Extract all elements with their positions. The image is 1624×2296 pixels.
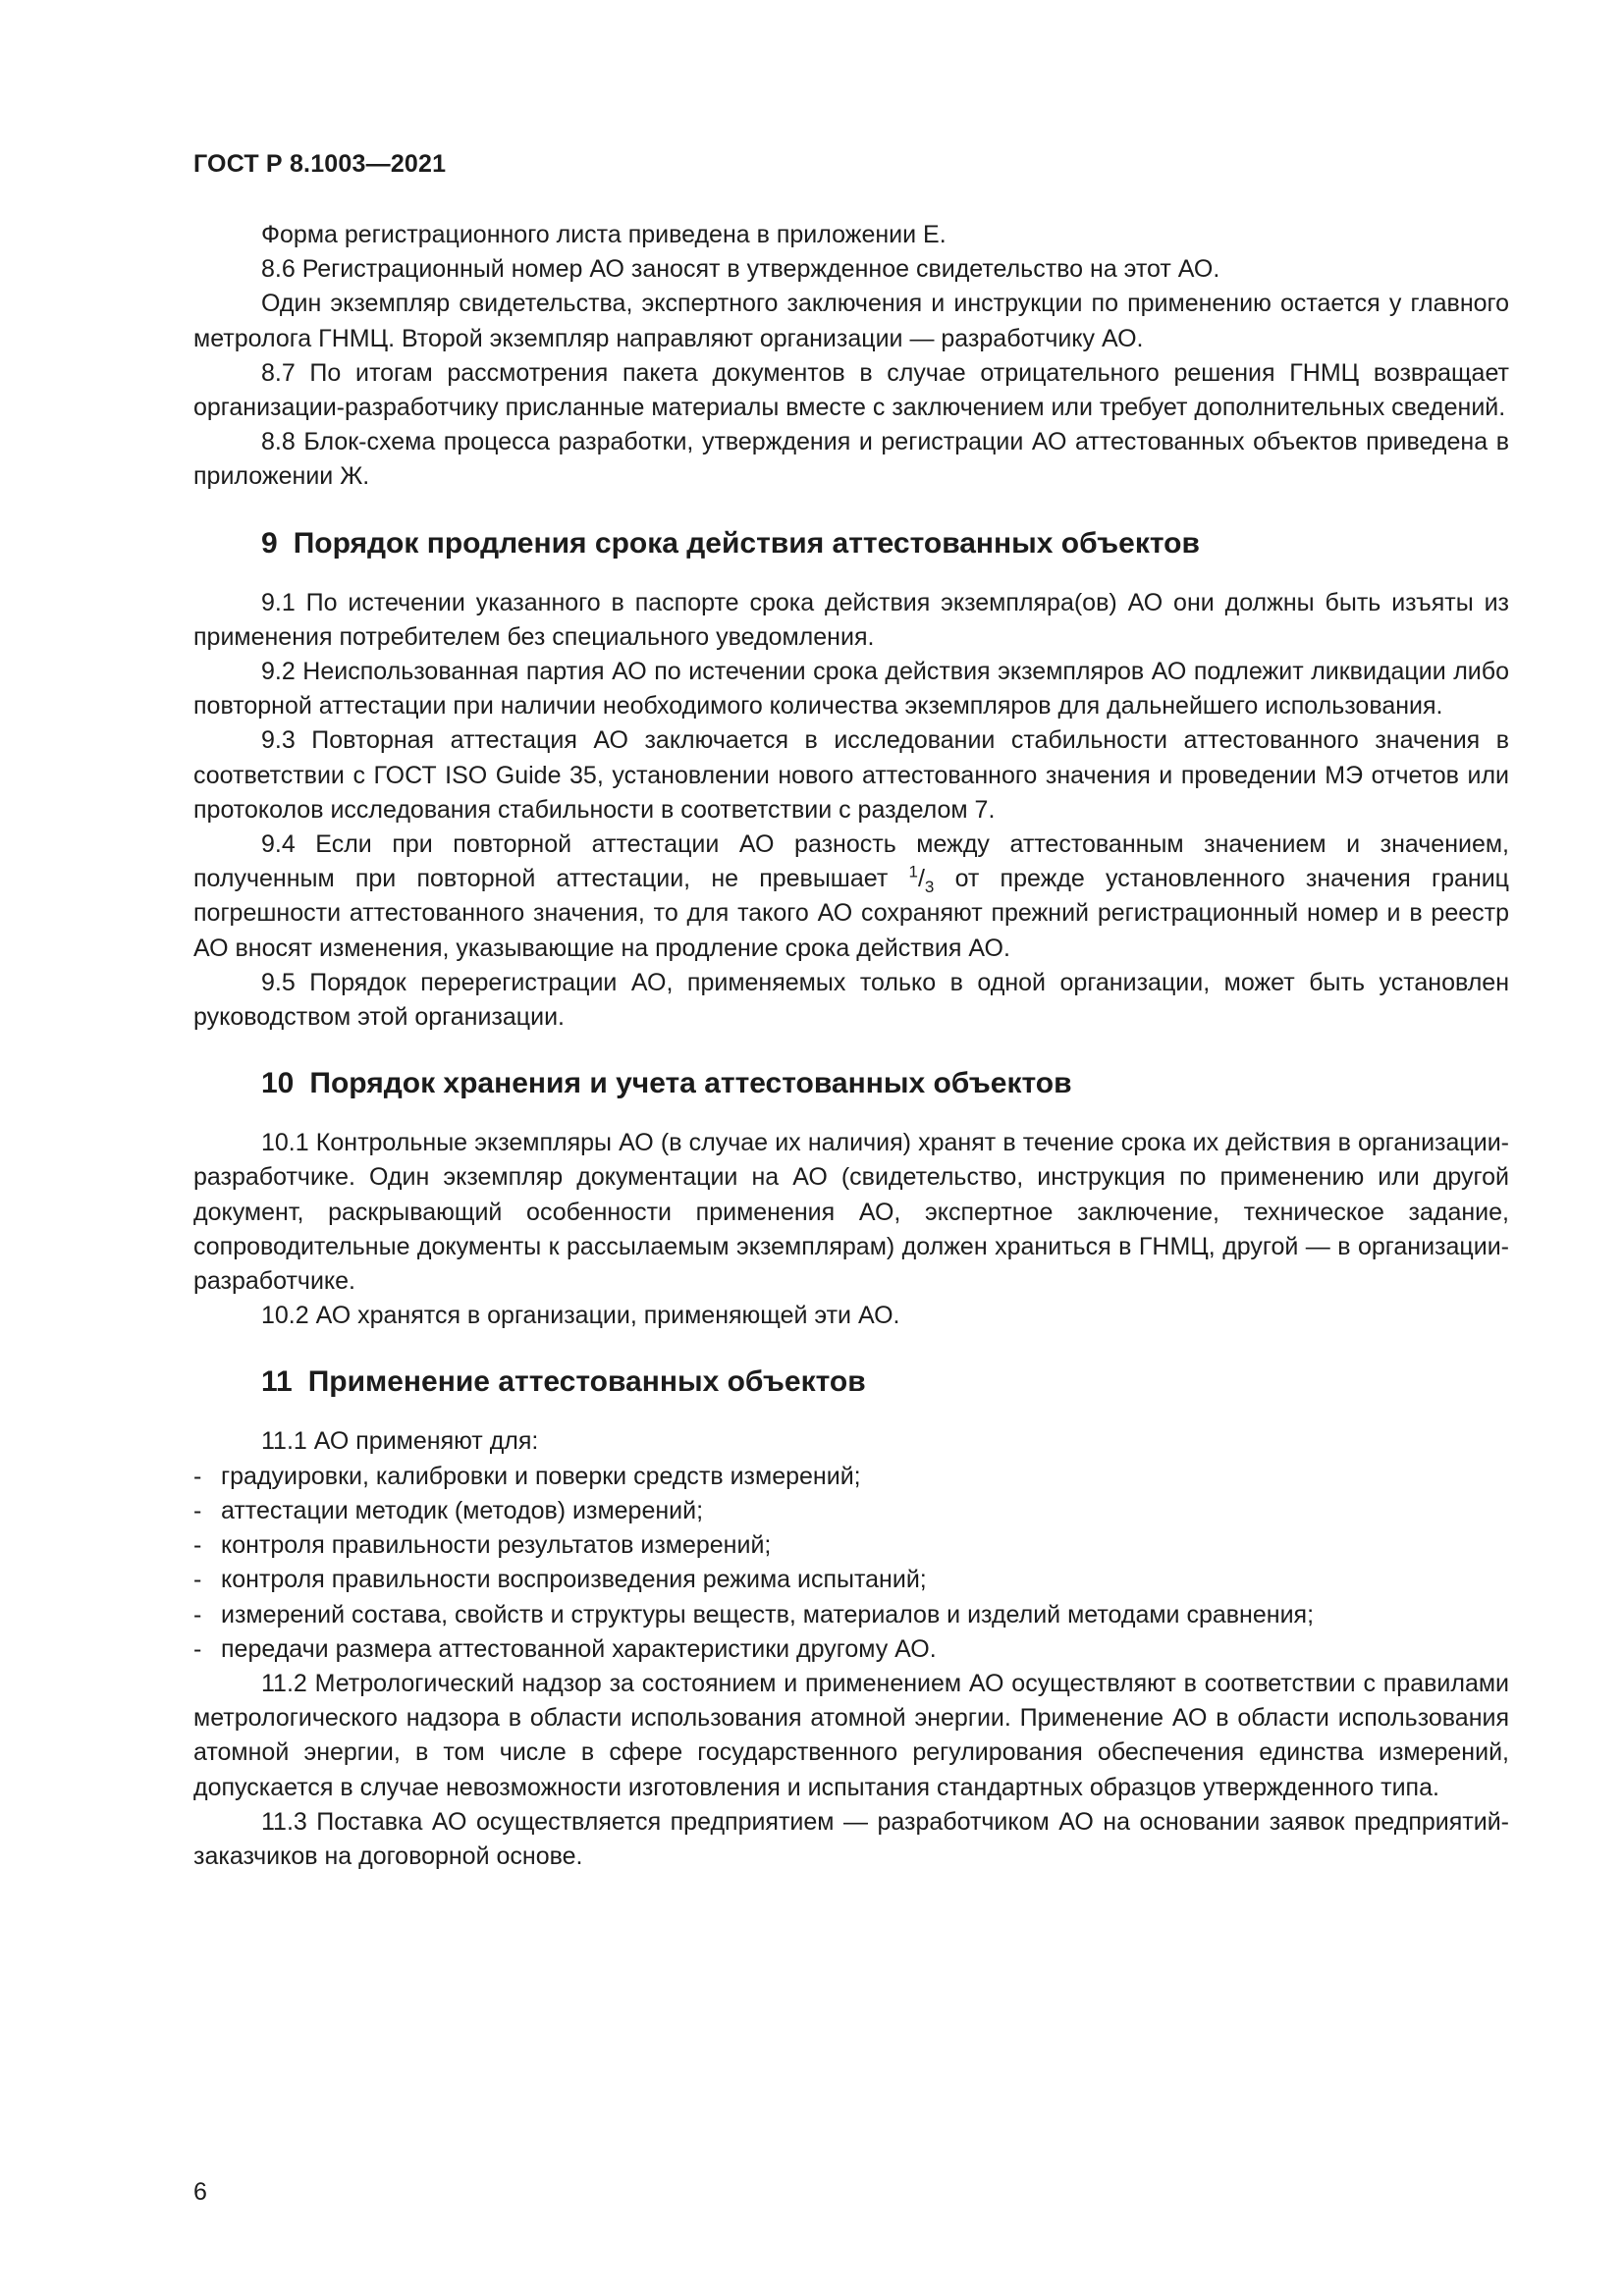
list-item-text: аттестации методик (методов) измерений; (221, 1496, 704, 1524)
paragraph: 9.5 Порядок перерегистрации АО, применяемых только в одной организации, может быть установлен руководством этой организации. (193, 968, 1509, 1032)
list-item (193, 1563, 1509, 1597)
section-11-heading (261, 1362, 1509, 1402)
section-9-heading (261, 524, 1509, 563)
list-item-text: передачи размера аттестованной характеристики другому АО. (221, 1634, 937, 1663)
list-item (193, 1598, 1509, 1632)
fraction-numerator: 1 (908, 862, 918, 881)
list-item (193, 1460, 1509, 1494)
list-item (193, 1632, 1509, 1667)
section-title: Порядок продления срока действия аттестованных объектов (293, 526, 1200, 560)
list-item-text: контроля правильности воспроизведения режима испытаний; (221, 1566, 927, 1594)
section-number: 11 (261, 1365, 293, 1399)
paragraph: 11.2 Метрологический надзор за состоянием и применением АО осуществляют в соответствии с правилами метрологического надзора в области использования атомной энергии. Применение АО в области использования атомной энергии, в том числе в сфере государственного регулирования обеспечения единства измерений, допускается в случае невозможности изготовления и испытания стандартных образцов утвержденного типа. (193, 1669, 1509, 1801)
section-number: 10 (261, 1067, 295, 1100)
section-title: Применение аттестованных объектов (307, 1365, 866, 1399)
list-marker: - (193, 1634, 202, 1663)
list-marker: - (193, 1531, 202, 1560)
paragraph: 9.4 Если при повторной аттестации АО разность между аттестованным значением и значением, полученным при повторной аттестации, не превышает $^1/_3$ от прежде установленного значения границ погрешности аттестованного значения, то для такого АО сохраняют прежний регистрационный номер и в реестр АО вносят изменения, указывающие на продление срока действия АО. (193, 830, 1509, 962)
paragraph-text: от прежде установленного значения границ погрешности аттестованного значения, то для такого АО сохраняют прежний регистрационный номер и в реестр АО вносят изменения, указывающие на продление срока действия АО. (193, 865, 1509, 962)
list-item-text: измерений состава, свойств и структуры веществ, материалов и изделий методами сравнения; (221, 1600, 1315, 1629)
paragraph: 9.2 Неиспользованная партия АО по истечении срока действия экземпляров АО подлежит ликвидации либо повторной аттестации при наличии необходимого количества экземпляров для дальнейшего использования. (193, 658, 1509, 721)
section-title: Порядок хранения и учета аттестованных объектов (309, 1067, 1072, 1100)
list-marker: - (193, 1496, 202, 1524)
section-number: 9 (261, 526, 278, 560)
list-marker: - (193, 1462, 202, 1490)
paragraph: 8.7 По итогам рассмотрения пакета документов в случае отрицательного решения ГНМЦ возвращает организации-разработчику присланные материалы вместе с заключением или требует дополнительных сведений. (193, 358, 1509, 422)
list-item (193, 1494, 1509, 1528)
paragraph-text: 9.4 Если при повторной аттестации АО разность между аттестованным значением и значением, полученным при повторной аттестации, не превышает (193, 830, 1509, 893)
paragraph: 11.1 АО применяют для: (261, 1427, 539, 1456)
running-title: ГОСТ Р 8.1003—2021 (193, 150, 447, 178)
list-marker: - (193, 1566, 202, 1594)
fraction-denominator: 3 (924, 878, 935, 897)
page-number: 6 (193, 2178, 207, 2206)
list-item-text: градуировки, калибровки и поверки средств измерений; (221, 1462, 861, 1490)
paragraph: 10.2 АО хранятся в организации, применяющей эти АО. (261, 1302, 900, 1330)
list-item (193, 1528, 1509, 1563)
paragraph: 8.6 Регистрационный номер АО заносят в утвержденное свидетельство на этот АО. (261, 255, 1220, 284)
paragraph: 10.1 Контрольные экземпляры АО (в случае их наличия) хранят в течение срока их действия в организации-разработчике. Один экземпляр документации на АО (свидетельство, инструкция по применению или другой документ, раскрывающий особенности применения АО, экспертное заключение, техническое задание, сопроводительные документы к рассылаемым экземплярам) должен храниться в ГНМЦ, другой — в организации-разработчике. (193, 1129, 1509, 1296)
section-10-heading (261, 1064, 1509, 1103)
paragraph: 9.1 По истечении указанного в паспорте срока действия экземпляра(ов) АО они должны быть изъяты из применения потребителем без специального уведомления. (193, 588, 1509, 651)
paragraph: 9.3 Повторная аттестация АО заключается в исследовании стабильности аттестованного значения в соответствии с ГОСТ ISO Guide 35, установлении нового аттестованного значения и проведении МЭ отчетов или протоколов исследования стабильности в соответствии с разделом 7. (193, 726, 1509, 824)
paragraph: Форма регистрационного листа приведена в приложении Е. (261, 221, 947, 248)
list-item-text: контроля правильности результатов измерений; (221, 1531, 772, 1560)
page-content (193, 218, 1509, 1874)
paragraph: 11.3 Поставка АО осуществляется предприятием — разработчиком АО на основании заявок предприятий-заказчиков на договорной основе. (193, 1807, 1509, 1870)
paragraph: Один экземпляр свидетельства, экспертного заключения и инструкции по применению остается у главного метролога ГНМЦ. Второй экземпляр направляют организации — разработчику АО. (193, 290, 1509, 352)
list-marker: - (193, 1600, 202, 1629)
paragraph: 8.8 Блок-схема процесса разработки, утверждения и регистрации АО аттестованных объектов приведена в приложении Ж. (193, 428, 1509, 491)
